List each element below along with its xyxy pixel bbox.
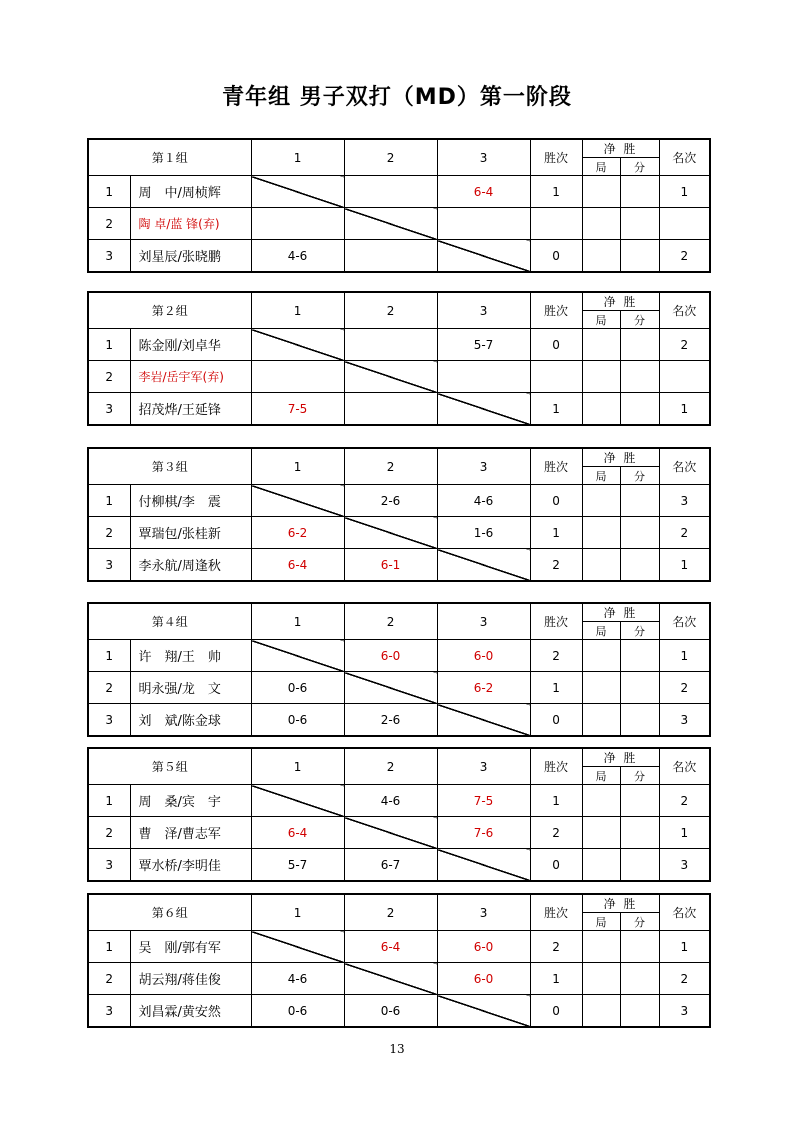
pair-name: 李永航/周逢秋 (130, 549, 251, 582)
table-row (88, 393, 710, 426)
score-cell: 6-4 (251, 549, 344, 582)
wins-cell: 1 (530, 785, 582, 817)
score-cell: 4-6 (344, 785, 437, 817)
score-cell: 2-6 (344, 704, 437, 737)
group-name: 第２组 (88, 292, 251, 329)
net-games-cell (582, 240, 620, 273)
wins-cell: 0 (530, 849, 582, 882)
rank-header: 名次 (659, 448, 710, 485)
net-points-cell (620, 208, 659, 240)
row-index: 1 (88, 640, 130, 672)
col-header: 1 (251, 894, 344, 931)
rank-cell: 1 (659, 549, 710, 582)
net-header: 净 胜 (582, 894, 659, 913)
page-title: 青年组 男子双打（MD）第一阶段 (222, 85, 572, 110)
group-table (87, 747, 711, 882)
rank-cell: 2 (659, 329, 710, 361)
table-row (88, 785, 710, 817)
row-index: 3 (88, 995, 130, 1028)
net-games-cell (582, 517, 620, 549)
score-cell: 1-6 (437, 517, 530, 549)
wins-header: 胜次 (530, 603, 582, 640)
net-header: 净 胜 (582, 603, 659, 622)
rank-header: 名次 (659, 748, 710, 785)
games-header: 局 (582, 467, 620, 485)
score-cell (437, 208, 530, 240)
net-points-cell (620, 963, 659, 995)
net-header: 净 胜 (582, 292, 659, 311)
net-games-cell (582, 785, 620, 817)
row-index: 2 (88, 208, 130, 240)
wins-header: 胜次 (530, 894, 582, 931)
wins-cell: 2 (530, 640, 582, 672)
score-cell: 6-7 (344, 849, 437, 882)
score-cell: 6-4 (251, 817, 344, 849)
net-games-cell (582, 329, 620, 361)
diagonal-cell (251, 485, 344, 517)
col-header: 2 (344, 603, 437, 640)
row-index: 1 (88, 485, 130, 517)
group-name: 第５组 (88, 748, 251, 785)
table-row (88, 549, 710, 582)
games-header: 局 (582, 767, 620, 785)
games-header: 局 (582, 622, 620, 640)
diagonal-cell (344, 517, 437, 549)
wins-cell: 0 (530, 995, 582, 1028)
pair-name: 李岩/岳宇军(弃) (130, 361, 251, 393)
row-index: 1 (88, 785, 130, 817)
col-header: 1 (251, 292, 344, 329)
net-header: 净 胜 (582, 448, 659, 467)
pair-name: 明永强/龙 文 (130, 672, 251, 704)
net-points-cell (620, 517, 659, 549)
net-points-cell (620, 361, 659, 393)
diagonal-cell (437, 995, 530, 1028)
col-header: 1 (251, 748, 344, 785)
score-cell: 6-4 (344, 931, 437, 963)
col-header: 3 (437, 448, 530, 485)
col-header: 2 (344, 139, 437, 176)
table-row (88, 849, 710, 882)
col-header: 2 (344, 894, 437, 931)
table-row (88, 672, 710, 704)
rank-cell: 3 (659, 995, 710, 1028)
net-games-cell (582, 704, 620, 737)
rank-cell: 2 (659, 517, 710, 549)
pair-name: 覃瑞包/张桂新 (130, 517, 251, 549)
score-cell (344, 393, 437, 426)
net-header: 净 胜 (582, 748, 659, 767)
score-cell (344, 176, 437, 208)
net-points-cell (620, 393, 659, 426)
wins-cell: 0 (530, 485, 582, 517)
net-games-cell (582, 361, 620, 393)
points-header: 分 (620, 158, 659, 176)
net-points-cell (620, 817, 659, 849)
wins-cell: 1 (530, 393, 582, 426)
wins-cell: 1 (530, 176, 582, 208)
wins-cell: 2 (530, 931, 582, 963)
net-games-cell (582, 176, 620, 208)
col-header: 3 (437, 139, 530, 176)
net-games-cell (582, 208, 620, 240)
wins-cell: 1 (530, 517, 582, 549)
pair-name: 周 桑/宾 宇 (130, 785, 251, 817)
wins-header: 胜次 (530, 448, 582, 485)
score-cell: 4-6 (251, 963, 344, 995)
net-points-cell (620, 931, 659, 963)
score-cell: 5-7 (437, 329, 530, 361)
pair-name: 胡云翔/蒋佳俊 (130, 963, 251, 995)
row-index: 3 (88, 549, 130, 582)
table-row (88, 361, 710, 393)
diagonal-cell (251, 931, 344, 963)
wins-cell: 0 (530, 240, 582, 273)
pair-name: 刘 斌/陈金球 (130, 704, 251, 737)
row-index: 2 (88, 361, 130, 393)
games-header: 局 (582, 311, 620, 329)
table-row (88, 995, 710, 1028)
wins-cell: 0 (530, 704, 582, 737)
col-header: 3 (437, 292, 530, 329)
score-cell: 7-5 (251, 393, 344, 426)
table-row (88, 208, 710, 240)
group-name: 第４组 (88, 603, 251, 640)
wins-cell (530, 208, 582, 240)
diagonal-cell (437, 849, 530, 882)
row-index: 3 (88, 393, 130, 426)
rank-header: 名次 (659, 292, 710, 329)
pair-name: 付柳棋/李 震 (130, 485, 251, 517)
points-header: 分 (620, 622, 659, 640)
table-row (88, 329, 710, 361)
score-cell (437, 361, 530, 393)
rank-cell: 3 (659, 849, 710, 882)
net-points-cell (620, 329, 659, 361)
score-cell: 7-6 (437, 817, 530, 849)
rank-cell: 2 (659, 672, 710, 704)
group-table (87, 447, 711, 582)
score-cell (251, 208, 344, 240)
table-row (88, 931, 710, 963)
col-header: 3 (437, 603, 530, 640)
row-index: 1 (88, 931, 130, 963)
rank-header: 名次 (659, 894, 710, 931)
wins-cell: 1 (530, 963, 582, 995)
net-header: 净 胜 (582, 139, 659, 158)
col-header: 1 (251, 448, 344, 485)
score-cell: 4-6 (251, 240, 344, 273)
row-index: 3 (88, 240, 130, 273)
rank-cell: 1 (659, 393, 710, 426)
net-points-cell (620, 549, 659, 582)
score-cell: 0-6 (251, 995, 344, 1028)
score-cell (344, 329, 437, 361)
net-points-cell (620, 785, 659, 817)
pair-name: 许 翔/王 帅 (130, 640, 251, 672)
rank-cell: 1 (659, 176, 710, 208)
score-cell: 4-6 (437, 485, 530, 517)
rank-cell: 2 (659, 963, 710, 995)
table-row (88, 704, 710, 737)
diagonal-cell (437, 704, 530, 737)
wins-header: 胜次 (530, 748, 582, 785)
rank-cell (659, 208, 710, 240)
net-points-cell (620, 849, 659, 882)
net-points-cell (620, 672, 659, 704)
pair-name: 曹 泽/曹志军 (130, 817, 251, 849)
score-cell (344, 240, 437, 273)
score-cell: 0-6 (251, 704, 344, 737)
wins-cell: 1 (530, 672, 582, 704)
score-cell: 0-6 (344, 995, 437, 1028)
wins-cell: 0 (530, 329, 582, 361)
rank-cell: 3 (659, 704, 710, 737)
score-cell: 6-2 (437, 672, 530, 704)
score-cell: 6-2 (251, 517, 344, 549)
net-games-cell (582, 817, 620, 849)
score-cell: 7-5 (437, 785, 530, 817)
net-games-cell (582, 995, 620, 1028)
table-row (88, 240, 710, 273)
group-table (87, 291, 711, 426)
diagonal-cell (344, 672, 437, 704)
points-header: 分 (620, 467, 659, 485)
pair-name: 陶 卓/蓝 锋(弃) (130, 208, 251, 240)
diagonal-cell (251, 329, 344, 361)
net-games-cell (582, 549, 620, 582)
diagonal-cell (251, 785, 344, 817)
diagonal-cell (437, 240, 530, 273)
row-index: 1 (88, 176, 130, 208)
col-header: 3 (437, 748, 530, 785)
score-cell: 6-1 (344, 549, 437, 582)
pair-name: 刘昌霖/黄安然 (130, 995, 251, 1028)
net-games-cell (582, 640, 620, 672)
rank-cell: 2 (659, 240, 710, 273)
games-header: 局 (582, 913, 620, 931)
pair-name: 覃水桥/李明佳 (130, 849, 251, 882)
games-header: 局 (582, 158, 620, 176)
table-row (88, 963, 710, 995)
col-header: 1 (251, 603, 344, 640)
rank-header: 名次 (659, 139, 710, 176)
net-games-cell (582, 963, 620, 995)
pair-name: 吴 刚/郭有军 (130, 931, 251, 963)
score-cell: 5-7 (251, 849, 344, 882)
score-cell: 6-0 (437, 640, 530, 672)
col-header: 3 (437, 894, 530, 931)
diagonal-cell (251, 176, 344, 208)
pair-name: 陈金刚/刘卓华 (130, 329, 251, 361)
net-points-cell (620, 995, 659, 1028)
pair-name: 招茂烨/王延锋 (130, 393, 251, 426)
wins-cell (530, 361, 582, 393)
score-cell: 2-6 (344, 485, 437, 517)
net-games-cell (582, 931, 620, 963)
score-cell: 6-0 (437, 963, 530, 995)
score-cell: 6-0 (437, 931, 530, 963)
wins-cell: 2 (530, 549, 582, 582)
row-index: 2 (88, 817, 130, 849)
net-points-cell (620, 240, 659, 273)
diagonal-cell (437, 393, 530, 426)
net-games-cell (582, 393, 620, 426)
rank-cell: 3 (659, 485, 710, 517)
score-cell: 6-0 (344, 640, 437, 672)
row-index: 3 (88, 704, 130, 737)
rank-cell (659, 361, 710, 393)
net-points-cell (620, 485, 659, 517)
page-number: 13 (389, 1042, 405, 1056)
points-header: 分 (620, 311, 659, 329)
row-index: 2 (88, 963, 130, 995)
rank-cell: 2 (659, 785, 710, 817)
score-cell: 6-4 (437, 176, 530, 208)
group-name: 第３组 (88, 448, 251, 485)
net-points-cell (620, 176, 659, 208)
table-row (88, 640, 710, 672)
group-table (87, 602, 711, 737)
table-row (88, 517, 710, 549)
group-table (87, 893, 711, 1028)
rank-cell: 1 (659, 640, 710, 672)
diagonal-cell (344, 963, 437, 995)
net-points-cell (620, 704, 659, 737)
rank-cell: 1 (659, 817, 710, 849)
group-name: 第１组 (88, 139, 251, 176)
diagonal-cell (344, 361, 437, 393)
rank-header: 名次 (659, 603, 710, 640)
wins-header: 胜次 (530, 139, 582, 176)
pair-name: 周 中/周桢辉 (130, 176, 251, 208)
table-row (88, 176, 710, 208)
group-table (87, 138, 711, 273)
score-cell: 0-6 (251, 672, 344, 704)
diagonal-cell (437, 549, 530, 582)
col-header: 1 (251, 139, 344, 176)
row-index: 3 (88, 849, 130, 882)
pair-name: 刘星辰/张晓鹏 (130, 240, 251, 273)
net-games-cell (582, 672, 620, 704)
score-cell (251, 361, 344, 393)
wins-cell: 2 (530, 817, 582, 849)
table-row (88, 817, 710, 849)
rank-cell: 1 (659, 931, 710, 963)
table-row (88, 485, 710, 517)
col-header: 2 (344, 448, 437, 485)
row-index: 1 (88, 329, 130, 361)
points-header: 分 (620, 767, 659, 785)
row-index: 2 (88, 672, 130, 704)
col-header: 2 (344, 292, 437, 329)
points-header: 分 (620, 913, 659, 931)
net-points-cell (620, 640, 659, 672)
group-name: 第６组 (88, 894, 251, 931)
row-index: 2 (88, 517, 130, 549)
diagonal-cell (344, 208, 437, 240)
diagonal-cell (251, 640, 344, 672)
diagonal-cell (344, 817, 437, 849)
wins-header: 胜次 (530, 292, 582, 329)
net-games-cell (582, 849, 620, 882)
net-games-cell (582, 485, 620, 517)
col-header: 2 (344, 748, 437, 785)
